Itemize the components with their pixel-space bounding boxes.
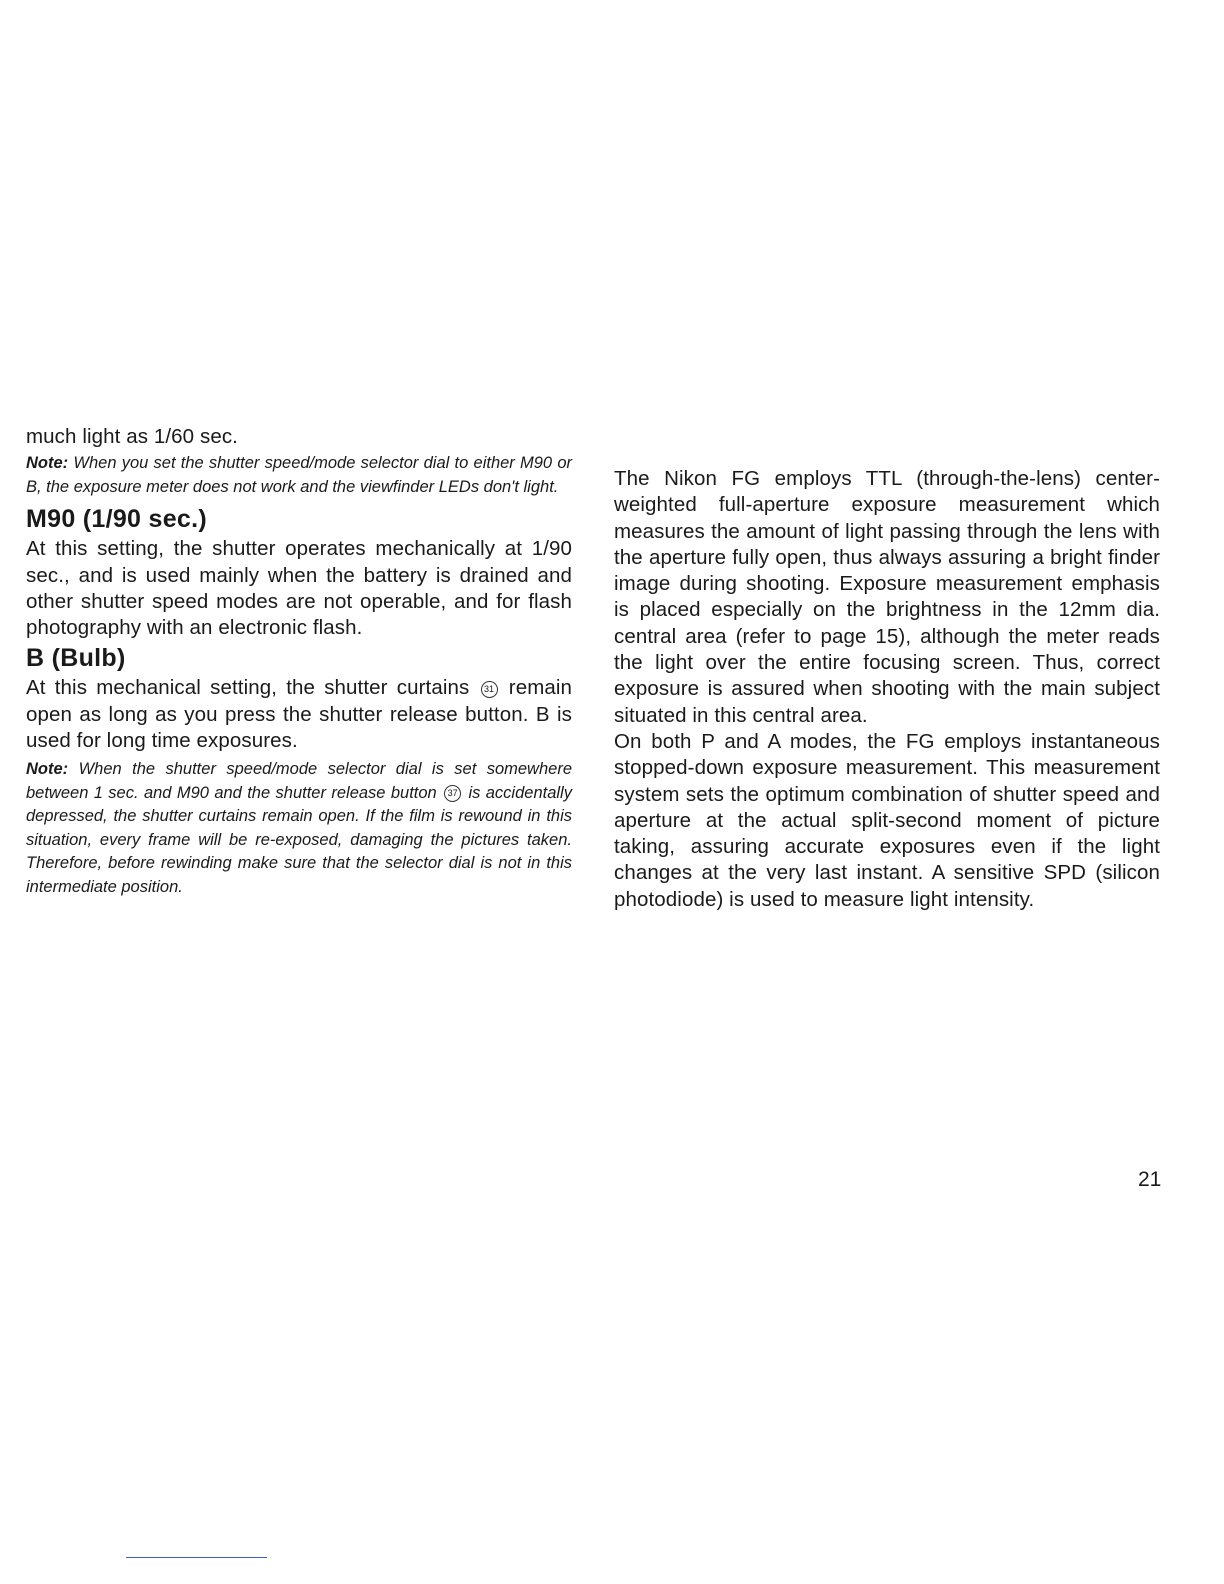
page-number: 21 <box>1138 1168 1162 1191</box>
note-label: Note: <box>26 760 69 779</box>
note-rewind <box>26 758 572 899</box>
note-text: When you set the shutter speed/mode selector dial to either M90 or B, the exposure meter does not work and the viewfinder LEDs don't light. <box>26 454 572 496</box>
heading-bulb: B (Bulb) <box>26 644 126 673</box>
note-text-part1: When the shutter speed/mode selector dial is set somewhere between 1 sec. and M90 and the shutter release button <box>26 760 572 802</box>
note-meter <box>26 452 572 499</box>
footer-divider <box>126 1557 267 1558</box>
shutter-curtains-ref-icon: 31 <box>481 681 498 698</box>
bulb-body-part1: At this mechanical setting, the shutter curtains <box>26 676 470 700</box>
ttl-paragraph: The Nikon FG employs TTL (through-the-lens) center-weighted full-aperture exposure measurement which measures the amount of light passing through the lens with the aperture fully open, thus always assuring a bright finder image during shooting. Exposure measurement emphasis is placed especially on the brightness in the 12mm dia. central area (refer to page 15), although the meter reads the light over the entire focusing screen. Thus, correct exposure is assured when shooting with the main subject situated in this central area. <box>614 467 1160 727</box>
right-column <box>614 466 1160 913</box>
bulb-body <box>26 675 572 754</box>
shutter-release-ref-icon: 37 <box>444 785 461 802</box>
bulb-body-part2: remain open as long as you press the shutter release button. B is used for long time exposures. <box>26 676 573 753</box>
spd-paragraph: On both P and A modes, the FG employs instantaneous stopped-down exposure measurement. This measurement system sets the optimum combination of shutter speed and aperture at the actual split-second moment of picture taking, assuring accurate exposures even if the light changes at the very last instant. A sensitive SPD (silicon photodiode) is used to measure light intensity. <box>614 729 1160 911</box>
note-label: Note: <box>26 454 69 473</box>
note-text-part2: is accidentally depressed, the shutter curtains remain open. If the film is rewound in this situation, every frame will be re-exposed, damaging the pictures taken. Therefore, before rewinding make sure that the selector dial is not in this intermediate position. <box>26 783 572 896</box>
continuation-text: much light as 1/60 sec. <box>26 425 238 448</box>
left-column <box>26 424 572 902</box>
m90-body: At this setting, the shutter operates mechanically at 1/90 sec., and is used mainly when the battery is drained and other shutter speed modes are not operable, and for flash photography with an electronic flash. <box>26 537 572 640</box>
heading-m90: M90 (1/90 sec.) <box>26 505 207 534</box>
